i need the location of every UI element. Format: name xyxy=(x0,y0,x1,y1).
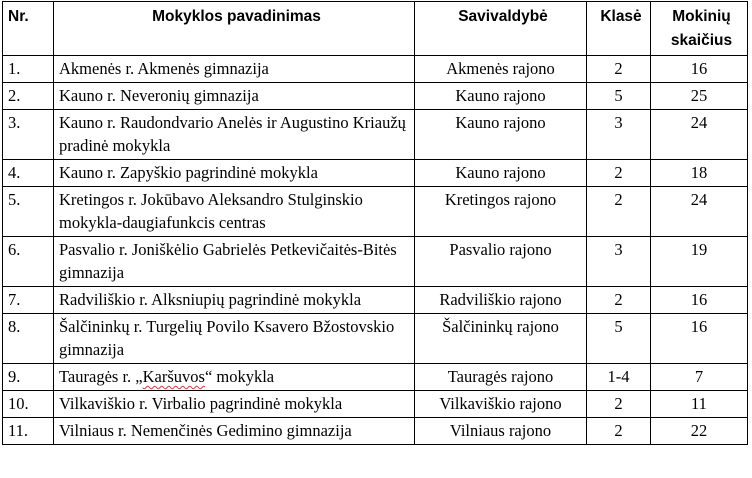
cell-nr: 3. xyxy=(3,110,54,160)
cell-municipality: Tauragės rajono xyxy=(415,364,587,391)
school-name-prefix: Tauragės r. „ xyxy=(59,367,143,386)
cell-municipality: Kauno rajono xyxy=(415,110,587,160)
header-school-name: Mokyklos pavadinimas xyxy=(54,2,415,56)
header-row xyxy=(3,2,748,56)
header-grade: Klasė xyxy=(587,2,651,56)
cell-school-name: Vilkaviškio r. Virbalio pagrindinė mokykla xyxy=(54,391,415,418)
cell-municipality: Kauno rajono xyxy=(415,160,587,187)
table-row xyxy=(3,160,748,187)
cell-nr: 1. xyxy=(3,56,54,83)
school-name-suffix: “ mokykla xyxy=(204,367,275,386)
cell-grade: 1-4 xyxy=(587,364,651,391)
cell-school-name: Akmenės r. Akmenės gimnazija xyxy=(54,56,415,83)
table-row xyxy=(3,391,748,418)
cell-school-name: Pasvalio r. Joniškėlio Gabrielės Petkevičaitės-Bitės gimnazija xyxy=(54,237,415,287)
cell-municipality: Šalčininkų rajono xyxy=(415,314,587,364)
table-row xyxy=(3,237,748,287)
header-municipality: Savivaldybė xyxy=(415,2,587,56)
table-row xyxy=(3,287,748,314)
cell-student-count: 22 xyxy=(651,418,748,445)
cell-nr: 6. xyxy=(3,237,54,287)
cell-student-count: 25 xyxy=(651,83,748,110)
cell-grade: 3 xyxy=(587,237,651,287)
schools-table xyxy=(2,1,748,445)
table-row xyxy=(3,110,748,160)
cell-student-count: 24 xyxy=(651,110,748,160)
table-row xyxy=(3,56,748,83)
cell-school-name xyxy=(54,364,415,391)
cell-nr: 11. xyxy=(3,418,54,445)
cell-grade: 2 xyxy=(587,418,651,445)
cell-school-name: Šalčininkų r. Turgelių Povilo Ksavero Bžostovskio gimnazija xyxy=(54,314,415,364)
cell-student-count: 16 xyxy=(651,314,748,364)
cell-student-count: 7 xyxy=(651,364,748,391)
cell-student-count: 19 xyxy=(651,237,748,287)
cell-nr: 9. xyxy=(3,364,54,391)
cell-student-count: 18 xyxy=(651,160,748,187)
spellcheck-flagged-word: Karšuvos xyxy=(142,367,205,386)
cell-municipality: Akmenės rajono xyxy=(415,56,587,83)
cell-nr: 10. xyxy=(3,391,54,418)
cell-grade: 3 xyxy=(587,110,651,160)
cell-school-name: Vilniaus r. Nemenčinės Gedimino gimnazija xyxy=(54,418,415,445)
cell-grade: 5 xyxy=(587,83,651,110)
cell-student-count: 16 xyxy=(651,287,748,314)
header-student-count: Mokinių skaičius xyxy=(651,2,748,56)
table-row xyxy=(3,364,748,391)
cell-grade: 2 xyxy=(587,160,651,187)
cell-grade: 2 xyxy=(587,391,651,418)
cell-school-name: Kretingos r. Jokūbavo Aleksandro Stulginskio mokykla-daugiafunkcis centras xyxy=(54,187,415,237)
table-row xyxy=(3,187,748,237)
cell-grade: 2 xyxy=(587,56,651,83)
table-row xyxy=(3,83,748,110)
cell-municipality: Kauno rajono xyxy=(415,83,587,110)
cell-municipality: Vilkaviškio rajono xyxy=(415,391,587,418)
cell-school-name: Radviliškio r. Alksniupių pagrindinė mokykla xyxy=(54,287,415,314)
header-nr: Nr. xyxy=(3,2,54,56)
cell-municipality: Kretingos rajono xyxy=(415,187,587,237)
cell-nr: 7. xyxy=(3,287,54,314)
cell-student-count: 11 xyxy=(651,391,748,418)
cell-nr: 2. xyxy=(3,83,54,110)
cell-school-name: Kauno r. Zapyškio pagrindinė mokykla xyxy=(54,160,415,187)
cell-nr: 5. xyxy=(3,187,54,237)
table-row xyxy=(3,314,748,364)
cell-grade: 5 xyxy=(587,314,651,364)
table-row xyxy=(3,418,748,445)
cell-nr: 4. xyxy=(3,160,54,187)
cell-student-count: 24 xyxy=(651,187,748,237)
cell-grade: 2 xyxy=(587,287,651,314)
cell-nr: 8. xyxy=(3,314,54,364)
cell-school-name: Kauno r. Neveronių gimnazija xyxy=(54,83,415,110)
cell-municipality: Vilniaus rajono xyxy=(415,418,587,445)
cell-school-name: Kauno r. Raudondvario Anelės ir Augustino Kriaužų pradinė mokykla xyxy=(54,110,415,160)
cell-municipality: Pasvalio rajono xyxy=(415,237,587,287)
cell-grade: 2 xyxy=(587,187,651,237)
cell-municipality: Radviliškio rajono xyxy=(415,287,587,314)
cell-student-count: 16 xyxy=(651,56,748,83)
